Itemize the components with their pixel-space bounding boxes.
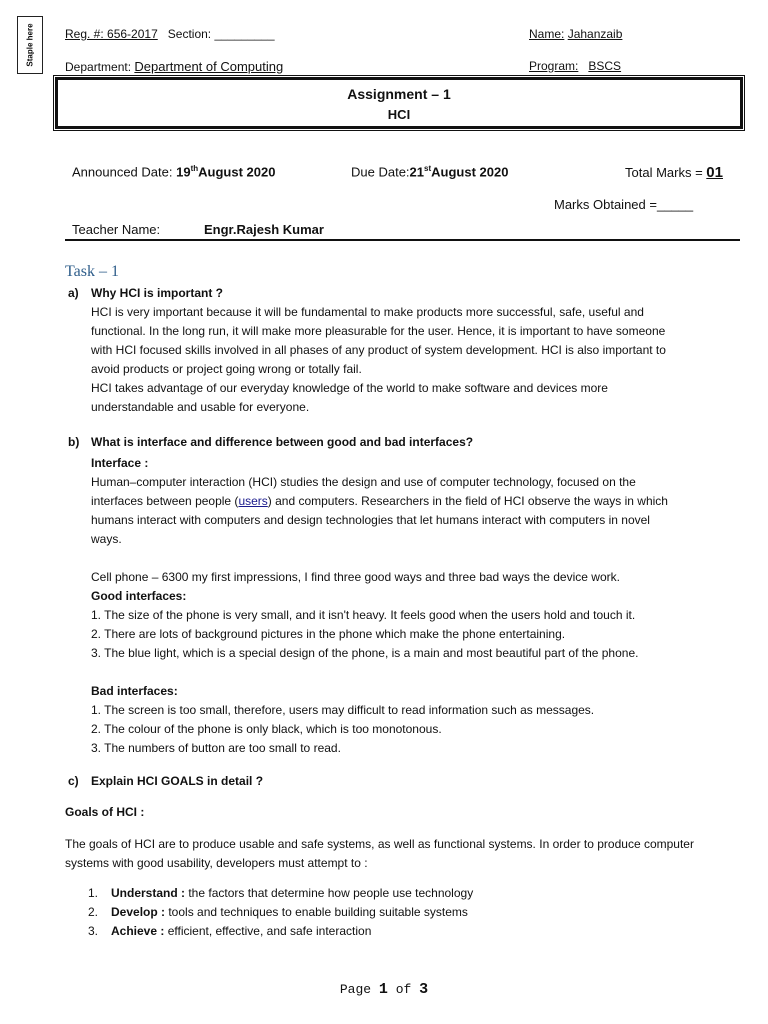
staple-box: [17, 16, 43, 74]
teacher-name: Teacher Name: Engr.Rajesh Kumar: [72, 222, 324, 237]
assignment-title: Assignment – 1: [347, 86, 451, 102]
total-pages: 3: [419, 981, 429, 998]
question-c: Explain HCI GOALS in detail ?: [91, 774, 264, 788]
goals-heading: Goals of HCI :: [65, 805, 145, 819]
title-box: [55, 77, 743, 129]
reg-number: Reg. #: 656-2017 Section: _________: [65, 27, 275, 41]
goals-intro: The goals of HCI are to produce usable and safe systems, as well as functional systems. In order to produce computer systems with good usability, developers must attempt to :: [65, 837, 694, 870]
question-b: What is interface and difference between good and bad interfaces?: [91, 435, 474, 449]
list-item: 1. Understand : the factors that determine how people use technology: [88, 886, 474, 900]
question-b-label: b): [68, 435, 80, 449]
question-a: Why HCI is important ?: [91, 286, 223, 300]
answer-b: Interface : Human–computer interaction (HCI) studies the design and use of computer technology, focused on the interfaces between people (users) and computers. Researchers in the field of HCI observe the ways in which humans interact with computers and design technologies that let humans interact with computers in novel ways. Cell phone – 6300 my first impressions, I find three good ways and three bad ways the device work. Good interfaces: 1. The size of the phone is very small, and it isn't heavy. It feels good when the users hold and touch it. 2. There are lots of background pictures in the phone which make the phone entertaining. 3. The blue light, which is a special design of the phone, is a main and most beautiful part of the phone. Bad interfaces: 1. The screen is too small, therefore, users may difficult to read information such as messages. 2. The colour of the phone is only black, which is too monotonous. 3. The numbers of button are too small to read.: [91, 454, 731, 758]
list-item: 2. Develop : tools and techniques to enable building suitable systems: [88, 905, 468, 919]
marks-obtained: Marks Obtained =_____: [554, 197, 694, 212]
course-title: HCI: [387, 107, 411, 122]
page-footer: Page 1 of 3: [339, 981, 429, 998]
good-interfaces-label: Good interfaces:: [91, 589, 187, 603]
list-item: 2. The colour of the phone is only black, which is too monotonous.: [91, 722, 442, 736]
question-a-label: a): [68, 286, 79, 300]
answer-a: HCI is very important because it will be fundamental to make products more successful, safe, useful and functional. In the long run, it will make more pleasurable for the user. Hence, it is important to have someone with HCI focused skills involved in all phases of any product of system development. HCI is also important to avoid products or project going wrong or totally fail. HCI takes advantage of our everyday knowledge of the world to make software and devices more understandable and usable for everyone.: [91, 305, 666, 414]
department: Department: Department of Computing: [65, 59, 284, 74]
users-link[interactable]: users: [238, 494, 268, 508]
announced-date: Announced Date: 19thAugust 2020: [72, 164, 276, 180]
list-item: 3. Achieve : efficient, effective, and safe interaction: [88, 924, 372, 938]
due-date: Due Date:21stAugust 2020: [351, 164, 509, 180]
list-item: 3. The numbers of button are too small to read.: [91, 741, 341, 755]
list-item: 1. The screen is too small, therefore, users may difficult to read information such as messages.: [91, 703, 595, 717]
question-c-label: c): [68, 774, 79, 788]
header-divider: [65, 239, 740, 241]
list-item: 1. The size of the phone is very small, and it isn't heavy. It feels good when the users hold and touch it.: [91, 608, 636, 622]
staple-label: Staple here: [25, 23, 35, 67]
list-item: 2. There are lots of background pictures in the phone which make the phone entertaining.: [91, 627, 566, 641]
goals-list: [88, 884, 473, 941]
student-name: Name: Jahanzaib: [529, 27, 623, 41]
task-heading: Task – 1: [65, 263, 119, 280]
total-marks: Total Marks = 01: [625, 164, 723, 181]
bad-interfaces-label: Bad interfaces:: [91, 684, 178, 698]
current-page: 1: [378, 981, 388, 998]
interface-label: Interface :: [91, 456, 149, 470]
program: Program: BSCS: [529, 59, 622, 73]
list-item: 3. The blue light, which is a special design of the phone, is a main and most beautiful part of the phone.: [91, 646, 639, 660]
